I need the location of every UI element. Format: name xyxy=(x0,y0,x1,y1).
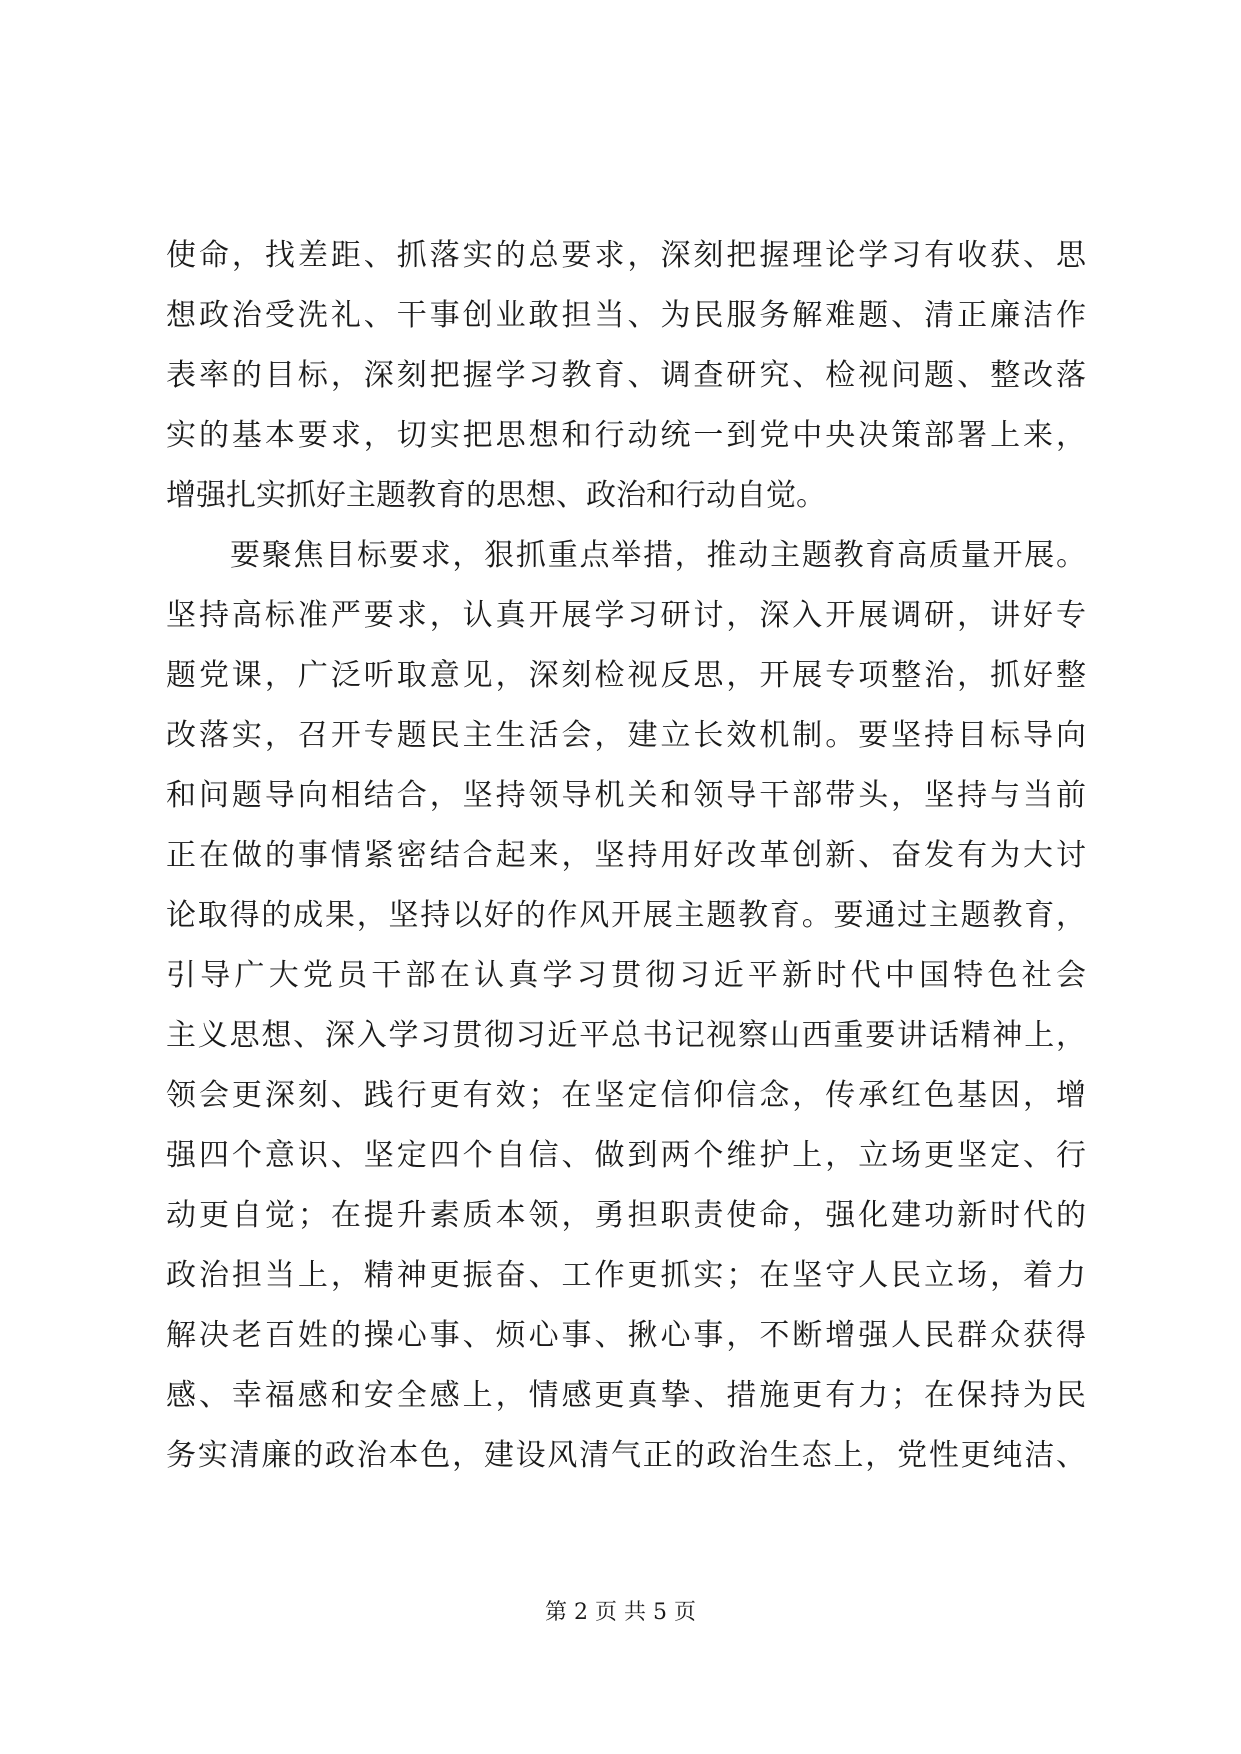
text-line: 和问题导向相结合，坚持领导机关和领导干部带头，坚持与当前 xyxy=(166,778,1086,813)
page-number-footer: 第 2 页 共 5 页 xyxy=(545,1600,696,1625)
text-line: 领会更深刻、践行更有效；在坚定信仰信念，传承红色基因，增 xyxy=(166,1078,1086,1113)
text-line: 要聚焦目标要求，狠抓重点举措，推动主题教育高质量开展。 xyxy=(230,538,1086,573)
text-line: 改落实，召开专题民主生活会，建立长效机制。要坚持目标导向 xyxy=(166,718,1086,753)
text-line: 务实清廉的政治本色，建设风清气正的政治生态上，党性更纯洁、 xyxy=(166,1438,1086,1473)
text-line: 增强扎实抓好主题教育的思想、政治和行动自觉。 xyxy=(166,478,826,513)
text-line: 表率的目标，深刻把握学习教育、调查研究、检视问题、整改落 xyxy=(166,358,1086,393)
text-line: 坚持高标准严要求，认真开展学习研讨，深入开展调研，讲好专 xyxy=(166,598,1086,633)
paragraph xyxy=(166,226,1086,526)
text-line: 想政治受洗礼、干事创业敢担当、为民服务解难题、清正廉洁作 xyxy=(166,298,1086,333)
text-line: 引导广大党员干部在认真学习贯彻习近平新时代中国特色社会 xyxy=(166,958,1086,993)
text-line: 解决老百姓的操心事、烦心事、揪心事，不断增强人民群众获得 xyxy=(166,1318,1086,1353)
text-line: 感、幸福感和安全感上，情感更真挚、措施更有力；在保持为民 xyxy=(166,1378,1086,1413)
text-line: 政治担当上，精神更振奋、工作更抓实；在坚守人民立场，着力 xyxy=(166,1258,1086,1293)
text-line: 正在做的事情紧密结合起来，坚持用好改革创新、奋发有为大讨 xyxy=(166,838,1086,873)
text-line: 主义思想、深入学习贯彻习近平总书记视察山西重要讲话精神上， xyxy=(166,1018,1086,1053)
text-line xyxy=(166,1486,1086,1546)
text-line: 使命，找差距、抓落实的总要求，深刻把握理论学习有收获、思 xyxy=(166,238,1086,273)
text-line: 题党课，广泛听取意见，深刻检视反思，开展专项整治，抓好整 xyxy=(166,658,1086,693)
text-line: 论取得的成果，坚持以好的作风开展主题教育。要通过主题教育， xyxy=(166,898,1086,933)
document-body xyxy=(166,226,1086,1546)
paragraph xyxy=(166,526,1086,1546)
text-line: 动更自觉；在提升素质本领，勇担职责使命，强化建功新时代的 xyxy=(166,1198,1086,1233)
text-line: 强四个意识、坚定四个自信、做到两个维护上，立场更坚定、行 xyxy=(166,1138,1086,1173)
text-line: 实的基本要求，切实把思想和行动统一到党中央决策部署上来， xyxy=(166,418,1086,453)
